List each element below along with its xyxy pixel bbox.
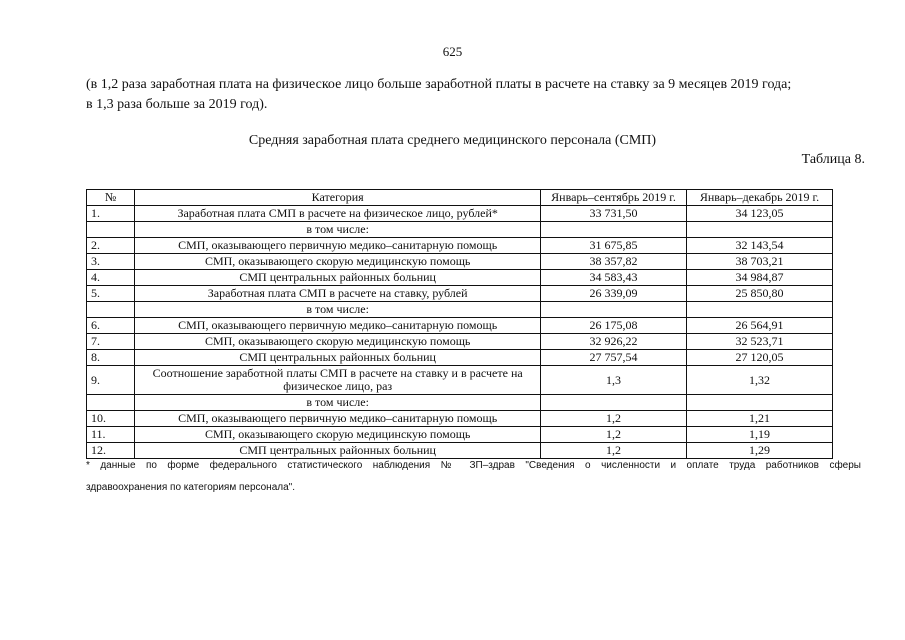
- row-value-jan-dec: 1,19: [687, 427, 833, 443]
- page-number: 625: [442, 44, 463, 59]
- row-value-jan-sep: 33 731,50: [541, 206, 687, 222]
- row-value-jan-sep: 31 675,85: [541, 238, 687, 254]
- intro-line-1: (в 1,2 раза заработная плата на физическое лицо больше заработной платы в расчете на ставку за 9 месяцев 2019 года;: [86, 77, 792, 92]
- row-category: СМП центральных районных больниц: [135, 350, 541, 366]
- row-number: 2.: [87, 238, 135, 254]
- table-row: [87, 318, 833, 334]
- footnote-line-2: здравоохранения по категориям персонала".: [86, 482, 295, 493]
- footnote-line-1: * данные по форме федерального статистического наблюдения № ЗП–здрав "Сведения о численности и оплате труда работников сферы: [86, 460, 861, 471]
- row-value-jan-sep: 32 926,22: [541, 334, 687, 350]
- row-value-jan-sep: 1,2: [541, 427, 687, 443]
- row-number: 11.: [87, 427, 135, 443]
- row-value-jan-dec: [687, 222, 833, 238]
- row-value-jan-sep: [541, 395, 687, 411]
- row-number: 9.: [87, 366, 135, 395]
- row-value-jan-dec: 34 123,05: [687, 206, 833, 222]
- table-row: [87, 206, 833, 222]
- header-number: №: [87, 190, 135, 206]
- row-number: [87, 395, 135, 411]
- row-category: СМП, оказывающего первичную медико–санитарную помощь: [135, 411, 541, 427]
- row-category: СМП, оказывающего первичную медико–санитарную помощь: [135, 318, 541, 334]
- row-number: [87, 222, 135, 238]
- table-row: [87, 366, 833, 395]
- row-value-jan-dec: 26 564,91: [687, 318, 833, 334]
- row-value-jan-dec: 32 523,71: [687, 334, 833, 350]
- row-value-jan-sep: 1,2: [541, 443, 687, 459]
- table-row: [87, 238, 833, 254]
- row-number: [87, 302, 135, 318]
- row-number: 1.: [87, 206, 135, 222]
- table-row: [87, 254, 833, 270]
- row-number: 7.: [87, 334, 135, 350]
- row-value-jan-dec: 25 850,80: [687, 286, 833, 302]
- table-number: Таблица 8.: [801, 152, 865, 167]
- row-category: в том числе:: [135, 302, 541, 318]
- row-category: СМП, оказывающего скорую медицинскую помощь: [135, 254, 541, 270]
- row-value-jan-dec: 32 143,54: [687, 238, 833, 254]
- table-title: Средняя заработная плата среднего медицинского персонала (СМП): [248, 133, 657, 148]
- row-value-jan-dec: 1,21: [687, 411, 833, 427]
- header-jan-sep: Январь–сентябрь 2019 г.: [541, 190, 687, 206]
- row-number: 5.: [87, 286, 135, 302]
- row-category: Заработная плата СМП в расчете на физическое лицо, рублей*: [135, 206, 541, 222]
- row-value-jan-sep: 26 175,08: [541, 318, 687, 334]
- table-row: [87, 427, 833, 443]
- row-category: СМП, оказывающего первичную медико–санитарную помощь: [135, 238, 541, 254]
- intro-line-2: в 1,3 раза больше за 2019 год).: [86, 97, 268, 112]
- row-number: 12.: [87, 443, 135, 459]
- row-value-jan-sep: [541, 222, 687, 238]
- row-value-jan-dec: 1,32: [687, 366, 833, 395]
- row-value-jan-sep: 26 339,09: [541, 286, 687, 302]
- row-category: в том числе:: [135, 222, 541, 238]
- row-value-jan-dec: 38 703,21: [687, 254, 833, 270]
- table-row: [87, 350, 833, 366]
- row-value-jan-dec: [687, 395, 833, 411]
- table-row: [87, 411, 833, 427]
- row-category: Заработная плата СМП в расчете на ставку, рублей: [135, 286, 541, 302]
- row-category: в том числе:: [135, 395, 541, 411]
- row-value-jan-sep: 38 357,82: [541, 254, 687, 270]
- row-value-jan-sep: 1,2: [541, 411, 687, 427]
- header-jan-dec: Январь–декабрь 2019 г.: [687, 190, 833, 206]
- table-row: [87, 222, 833, 238]
- salary-table: [86, 189, 833, 459]
- row-category: СМП, оказывающего скорую медицинскую помощь: [135, 334, 541, 350]
- row-value-jan-sep: [541, 302, 687, 318]
- table-row: [87, 334, 833, 350]
- row-value-jan-dec: 1,29: [687, 443, 833, 459]
- row-value-jan-dec: 34 984,87: [687, 270, 833, 286]
- table-header-row: [87, 190, 833, 206]
- row-category: Соотношение заработной платы СМП в расчете на ставку и в расчете на физическое лицо, раз: [135, 366, 541, 395]
- table-row: [87, 395, 833, 411]
- table-row: [87, 270, 833, 286]
- intro-paragraph: [86, 75, 861, 115]
- row-category: СМП, оказывающего скорую медицинскую помощь: [135, 427, 541, 443]
- row-value-jan-dec: 27 120,05: [687, 350, 833, 366]
- row-category: СМП центральных районных больниц: [135, 443, 541, 459]
- footnote: [86, 455, 861, 499]
- row-value-jan-dec: [687, 302, 833, 318]
- row-number: 8.: [87, 350, 135, 366]
- row-category: СМП центральных районных больниц: [135, 270, 541, 286]
- row-number: 3.: [87, 254, 135, 270]
- row-value-jan-sep: 27 757,54: [541, 350, 687, 366]
- table-row: [87, 286, 833, 302]
- table-row: [87, 302, 833, 318]
- header-category: Категория: [135, 190, 541, 206]
- row-value-jan-sep: 1,3: [541, 366, 687, 395]
- row-number: 4.: [87, 270, 135, 286]
- row-number: 6.: [87, 318, 135, 334]
- row-number: 10.: [87, 411, 135, 427]
- row-value-jan-sep: 34 583,43: [541, 270, 687, 286]
